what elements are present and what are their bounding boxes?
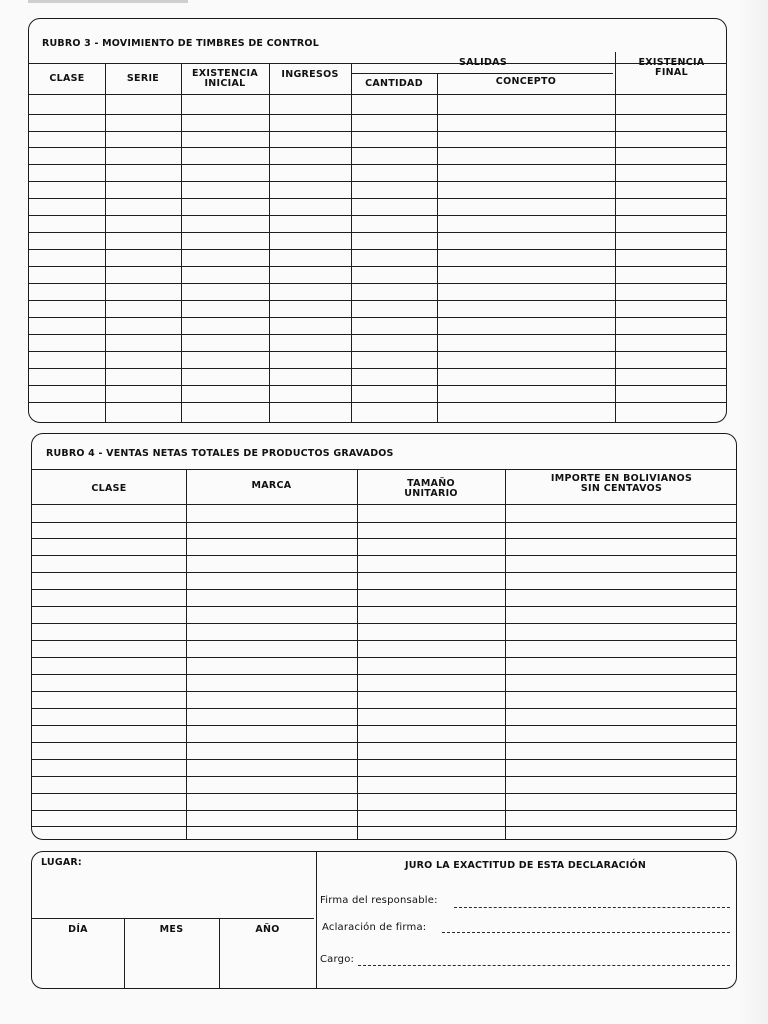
rubro4-row-line: [32, 826, 736, 827]
rubro3-header-existencia-final: EXISTENCIA FINAL: [638, 57, 705, 78]
rubro4-row-line: [32, 555, 736, 556]
rubro3-row-line: [29, 368, 726, 369]
footer-main-divider: [316, 852, 317, 988]
rubro3-row-line: [29, 249, 726, 250]
rubro3-col-divider: [615, 52, 616, 422]
rubro3-row-line: [29, 181, 726, 182]
dia-label: DÍA: [68, 924, 88, 935]
rubro3-header-cantidad: CANTIDAD: [365, 77, 423, 89]
rubro4-row-line: [32, 708, 736, 709]
rubro4-row-line: [32, 759, 736, 760]
rubro3-header-salidas: SALIDAS: [459, 57, 507, 68]
declaration-section: [31, 851, 737, 989]
rubro4-row-line: [32, 742, 736, 743]
rubro3-row-line: [29, 131, 726, 132]
rubro3-title: RUBRO 3 - MOVIMIENTO DE TIMBRES DE CONTROL: [42, 38, 319, 49]
anio-label: AÑO: [255, 924, 280, 935]
rubro3-header-existencia-inicial: EXISTENCIA INICIAL: [192, 67, 258, 89]
rubro3-row-line: [29, 198, 726, 199]
rubro3-header-serie: SERIE: [126, 72, 160, 84]
rubro3-col-divider: [437, 73, 438, 422]
rubro3-header-ingresos: INGRESOS: [281, 68, 339, 80]
rubro3-row-line: [29, 334, 726, 335]
rubro4-section: [31, 433, 737, 840]
rubro3-row-line: [29, 215, 726, 216]
firma-line[interactable]: [454, 907, 730, 908]
rubro4-header-clase: CLASE: [91, 483, 127, 494]
page-edge-shadow: [738, 0, 768, 1024]
rubro3-row-line: [29, 114, 726, 115]
rubro3-row-line: [29, 385, 726, 386]
rubro4-row-line: [32, 606, 736, 607]
aclaracion-line[interactable]: [442, 932, 730, 933]
rubro4-header-importe: IMPORTE EN BOLIVIANOS SIN CENTAVOS: [550, 473, 693, 494]
rubro3-row-line: [29, 232, 726, 233]
rubro4-col-divider: [186, 469, 187, 839]
rubro3-row-line: [29, 147, 726, 148]
rubro4-row-line: [32, 623, 736, 624]
rubro3-row-line: [29, 283, 726, 284]
page-top-mark: [28, 0, 188, 3]
rubro4-row-line: [32, 572, 736, 573]
rubro3-row-line: [29, 317, 726, 318]
cargo-line[interactable]: [358, 965, 730, 966]
rubro3-row-line: [29, 300, 726, 301]
rubro4-col-divider: [357, 469, 358, 839]
rubro4-header-tamano-unitario: TAMAÑO UNITARIO: [404, 478, 458, 499]
rubro3-row-line: [29, 266, 726, 267]
declaration-title: JURO LA EXACTITUD DE ESTA DECLARACIÓN: [405, 860, 646, 871]
rubro4-row-line: [32, 538, 736, 539]
rubro4-row-line: [32, 691, 736, 692]
rubro4-row-line: [32, 674, 736, 675]
cargo-label: Cargo:: [320, 954, 355, 965]
rubro4-row-line: [32, 589, 736, 590]
rubro4-header-marca: MARCA: [251, 480, 292, 491]
rubro3-section: [28, 18, 727, 423]
rubro4-row-line: [32, 793, 736, 794]
firma-label: Firma del responsable:: [320, 895, 438, 906]
mes-label: MES: [159, 924, 184, 935]
rubro3-row-line: [29, 164, 726, 165]
rubro4-title: RUBRO 4 - VENTAS NETAS TOTALES DE PRODUCTOS GRAVADOS: [46, 448, 394, 459]
rubro3-header-clase: CLASE: [49, 72, 85, 84]
rubro3-row-line: [29, 402, 726, 403]
footer-date-top-line: [32, 918, 314, 919]
rubro4-row-line: [32, 776, 736, 777]
rubro4-row-line: [32, 725, 736, 726]
rubro3-row-line: [29, 351, 726, 352]
rubro3-header-bottom-line: [29, 94, 726, 95]
rubro4-row-line: [32, 657, 736, 658]
rubro4-row-line: [32, 640, 736, 641]
rubro4-row-line: [32, 810, 736, 811]
aclaracion-label: Aclaración de firma:: [322, 922, 427, 933]
rubro4-row-line: [32, 522, 736, 523]
rubro4-col-divider: [505, 469, 506, 839]
lugar-label: LUGAR:: [41, 857, 82, 868]
rubro3-header-concepto: CONCEPTO: [495, 75, 557, 87]
